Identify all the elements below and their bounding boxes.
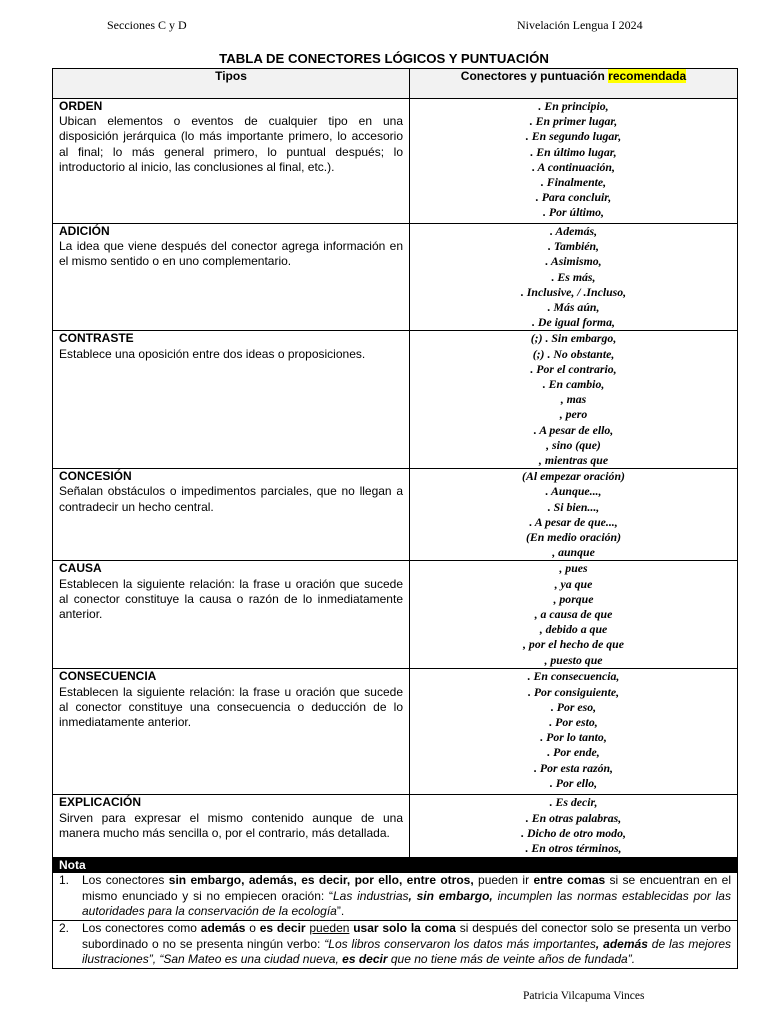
tipo-description: Establecen la siguiente relación: la frase u oración que sucede al conector constituye la causa o razón de lo inmediatamente anterior. xyxy=(59,576,403,622)
highlighted-word: recomendada xyxy=(608,69,687,83)
tipo-description: Establece una oposición entre dos ideas o proposiciones. xyxy=(59,346,366,361)
tipo-name: ORDEN xyxy=(59,99,103,113)
connector-item: . En cambio, xyxy=(542,377,605,392)
table-row xyxy=(53,669,738,795)
connector-item: , por el hecho de que xyxy=(523,637,624,652)
note-text-part: pueden ir xyxy=(473,873,534,888)
column-header-conectores xyxy=(410,69,738,99)
connector-item: , aunque xyxy=(552,545,595,560)
connectors-cell xyxy=(410,469,738,561)
connector-item: , a causa de que xyxy=(534,607,613,622)
connector-item: . En último lugar, xyxy=(530,144,617,159)
connector-item: . Para concluir, xyxy=(535,190,612,205)
connector-item: . En principio, xyxy=(538,99,609,113)
page-title: TABLA DE CONECTORES LÓGICOS Y PUNTUACIÓN xyxy=(219,51,549,66)
connector-item: , pues xyxy=(559,561,588,576)
note-row xyxy=(53,873,738,921)
note-italic-part: incumplen las normas establecidas por las autoridades para la conservación de la ecología xyxy=(82,888,731,919)
note-text-part: si se encuentran en el mismo enunciado y si no empiecen oración: “ xyxy=(82,873,732,903)
connectors-cell xyxy=(410,331,738,469)
table-header-row xyxy=(53,69,738,99)
connector-item: , ya que xyxy=(554,576,593,591)
connector-item: . Por esta razón, xyxy=(534,760,613,775)
connectors-cell xyxy=(410,99,738,224)
tipo-description: La idea que viene después del conector agrega información en el mismo sentido o en uno complementario. xyxy=(59,239,403,269)
connector-item: . En primer lugar, xyxy=(529,114,618,129)
connector-item: . Más aún, xyxy=(547,300,600,315)
column-header-conectores-text: Conectores y puntuación xyxy=(460,69,609,83)
note-text-part: ”. xyxy=(336,904,345,919)
connector-item: . Por lo tanto, xyxy=(540,730,607,745)
note-bold-part: sin embargo, además, es decir, por ello, entre otros, xyxy=(168,873,474,888)
connector-item: (;) . Sin embargo, xyxy=(530,331,617,346)
connector-item: . En otros términos, xyxy=(525,841,622,856)
table-row xyxy=(53,795,738,858)
note-bold-italic-part: , además xyxy=(595,936,648,951)
tipo-cell xyxy=(53,669,410,795)
tipo-name: EXPLICACIÓN xyxy=(59,795,142,810)
tipo-name: CAUSA xyxy=(59,561,102,576)
table-row xyxy=(53,99,738,224)
connector-item: . Por eso, xyxy=(550,699,597,714)
tipo-name: CONCESIÓN xyxy=(59,469,132,484)
connector-item: . Además, xyxy=(549,224,598,238)
note-italic-part: que no tiene más de veinte años de fundada”. xyxy=(387,951,636,966)
table-body xyxy=(53,99,738,969)
note-bold-part: además xyxy=(200,921,246,936)
note-text-part: si después del conector solo se presenta un verbo subordinado o no se presenta ningún verbo: xyxy=(82,921,731,951)
connector-item: . Por esto, xyxy=(549,715,598,730)
connector-item: . También, xyxy=(547,239,600,254)
connector-item: . Si bien..., xyxy=(547,499,600,514)
table-row xyxy=(53,224,738,331)
connector-item: , debido a que xyxy=(539,622,608,637)
connectors-cell xyxy=(410,561,738,669)
header-right: Nivelación Lengua I 2024 xyxy=(517,18,643,32)
note-italic-part: Las industrias xyxy=(333,888,409,903)
note-italic-part: “Los libros conservaron los datos más importantes xyxy=(324,936,596,951)
tipo-cell xyxy=(53,99,410,224)
tipo-cell xyxy=(53,469,410,561)
connector-item: . Finalmente, xyxy=(540,175,607,190)
note-row xyxy=(53,921,738,969)
connector-item: , puesto que xyxy=(544,652,603,667)
connector-item: (Al empezar oración) xyxy=(522,469,625,484)
note-underlined-part: pueden xyxy=(309,921,350,936)
note-text xyxy=(82,873,731,919)
note-italic-part: de las mejores ilustraciones”, “San Mateo es una ciudad nueva, xyxy=(82,936,732,966)
connector-item: . A continuación, xyxy=(532,159,615,174)
connector-item: . Aunque..., xyxy=(545,484,602,499)
table-row xyxy=(53,561,738,669)
connector-item: . En consecuencia, xyxy=(527,669,620,684)
connector-item: . Es decir, xyxy=(549,795,598,810)
note-text-part: Los conectores xyxy=(82,873,169,888)
connector-item: . Es más, xyxy=(551,269,596,284)
note-bold-part: es decir xyxy=(259,921,306,936)
connectors-table xyxy=(52,68,738,969)
nota-heading: Nota xyxy=(53,858,738,873)
note-number: 1. xyxy=(59,873,70,888)
tipo-cell xyxy=(53,561,410,669)
column-header-tipos: Tipos xyxy=(53,69,410,99)
note-text-part: Los conectores como xyxy=(82,921,201,936)
connector-item: . A pesar de ello, xyxy=(533,422,614,437)
note-text-part: o xyxy=(245,921,260,936)
connector-item: . Dicho de otro modo, xyxy=(521,825,626,840)
tipo-cell xyxy=(53,331,410,469)
connector-item: , pero xyxy=(559,407,588,422)
connector-item: , mas xyxy=(560,392,587,407)
connector-item: . Por el contrario, xyxy=(530,361,617,376)
header-left: Secciones C y D xyxy=(107,18,187,32)
connector-item: . De igual forma, xyxy=(532,315,615,330)
table-row xyxy=(53,331,738,469)
tipo-description: Sirven para expresar el mismo contenido aunque de una manera mucho más sencilla o, por el contrario, más detallada. xyxy=(59,810,403,840)
connector-item: . A pesar de que..., xyxy=(529,514,618,529)
tipo-cell xyxy=(53,795,410,858)
connectors-cell xyxy=(410,224,738,331)
connector-item: . Por ende, xyxy=(547,745,600,760)
note-text xyxy=(82,921,731,967)
note-number: 2. xyxy=(59,921,70,936)
tipo-name: CONTRASTE xyxy=(59,331,134,346)
tipo-description: Señalan obstáculos o impedimentos parciales, que no llegan a contradecir un hecho central. xyxy=(59,484,403,514)
note-bold-part: usar solo la coma xyxy=(353,921,456,936)
connectors-cell xyxy=(410,669,738,795)
tipo-description: Establecen la siguiente relación: la frase u oración que sucede al conector constituye una consecuencia o deducción de lo inmediatamente anterior. xyxy=(59,684,403,730)
connector-item: , sino (que) xyxy=(546,437,601,452)
note-2 xyxy=(53,921,738,969)
tipo-name: ADICIÓN xyxy=(59,224,110,238)
connector-item: . Asimismo, xyxy=(545,254,602,269)
note-bold-part: entre comas xyxy=(533,873,606,888)
tipo-name: CONSECUENCIA xyxy=(59,669,157,684)
connectors-cell xyxy=(410,795,738,858)
connector-item: . En segundo lugar, xyxy=(525,129,622,144)
connector-item: (;) . No obstante, xyxy=(532,346,615,361)
connector-item: . Por ello, xyxy=(549,775,598,790)
connector-item: . En otras palabras, xyxy=(525,810,622,825)
tipo-description: Ubican elementos o eventos de cualquier tipo en una disposición jerárquica (lo más importante primero, lo accesorio al final; lo más general primero, lo puntual después; lo introductorio al inicio, las conclusiones al final, etc.). xyxy=(59,114,403,174)
note-bold-italic-part: es decir xyxy=(342,951,388,966)
connector-item: . Inclusive, / .Incluso, xyxy=(520,284,627,299)
footer-author: Patricia Vilcapuma Vinces xyxy=(523,990,645,1002)
tipo-cell xyxy=(53,224,410,331)
connector-item: . Por último, xyxy=(543,205,604,220)
nota-heading-row xyxy=(53,858,738,873)
note-bold-italic-part: , sin embargo, xyxy=(408,888,493,903)
connector-item: (En medio oración) xyxy=(525,530,622,545)
note-1 xyxy=(53,873,738,921)
table-row xyxy=(53,469,738,561)
connector-item: , mientras que xyxy=(538,453,609,468)
connector-item: , porque xyxy=(553,591,594,606)
connector-item: . Por consiguiente, xyxy=(527,684,620,699)
